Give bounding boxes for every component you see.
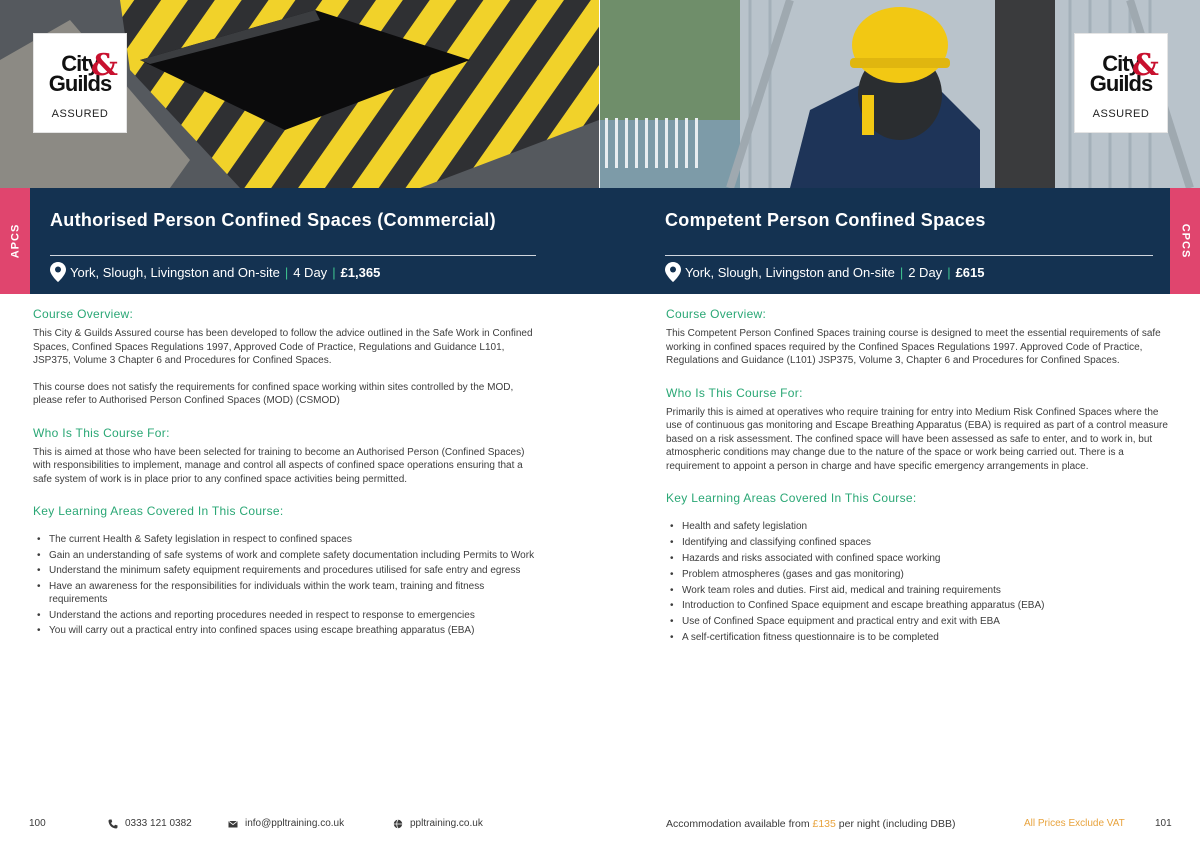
- email-icon: [228, 819, 238, 829]
- course-title: Authorised Person Confined Spaces (Commercial): [50, 210, 496, 230]
- assured-label: ASSURED: [1092, 108, 1150, 120]
- who-paragraph: Primarily this is aimed at operatives who require training for entry into Medium Risk Confined Spaces where the use of continuous gas monitoring and Escape Breathing Apparatus (EBA) is required as part of a control measure based on a risk assessment. The confined space will have been assessed as safe to enter, and to work in, but atmospheric conditions may change due to the nature of the space or work being carried out. There is a requirement to appoint a person in charge and have specific emergency arrangements in place.: [666, 406, 1168, 472]
- footer-phone[interactable]: 0333 121 0382: [108, 818, 192, 829]
- right-course-details: [666, 306, 1168, 647]
- list-item: • Use of Confined Space equipment and practical entry and exit with EBA: [666, 615, 1168, 629]
- phone-icon: [108, 819, 118, 829]
- vat-note: All Prices Exclude VAT: [1024, 818, 1125, 829]
- overview-paragraph: This Competent Person Confined Spaces training course is designed to meet the essential requirements of safe working in confined spaces required by the Confined Spaces Regulations 1997. Approved Code of Practice, Regulations and Guidance (L101) JSP375, Volume 3, Chapter 6 and Procedures for Confined Spaces.: [666, 328, 1161, 366]
- course-duration: 4 Day: [293, 264, 328, 280]
- list-item: • Gain an understanding of safe systems of work and complete safety documentation including Permits to Work: [33, 549, 538, 563]
- ampersand-mark-icon: &: [90, 48, 118, 83]
- overview-heading: Course Overview:: [666, 307, 767, 321]
- left-course-details: [33, 306, 538, 640]
- key-learning-heading: Key Learning Areas Covered In This Course:: [666, 491, 917, 505]
- course-meta: [50, 262, 380, 282]
- course-locations: York, Slough, Livingston and On-site: [70, 264, 280, 280]
- city-guilds-logo: City Guilds & ASSURED: [33, 33, 127, 133]
- list-item: • Introduction to Confined Space equipment and escape breathing apparatus (EBA): [666, 599, 1168, 613]
- list-item: • Understand the minimum safety equipment requirements and procedures utilised for safe entry and egress: [33, 564, 538, 578]
- overview-heading: Course Overview:: [33, 307, 134, 321]
- course-code-tab: CPCS: [1170, 188, 1200, 294]
- footer-website[interactable]: ppltraining.co.uk: [393, 818, 483, 829]
- list-item: • Understand the actions and reporting procedures needed in respect to response to emergencies: [33, 609, 538, 623]
- title-divider: [665, 255, 1153, 256]
- course-code-tab: APCS: [0, 188, 30, 294]
- page-number-right: 101: [1155, 818, 1172, 829]
- meta-separator: |: [332, 264, 336, 280]
- who-paragraph: This is aimed at those who have been selected for training to become an Authorised Person (Confined Spaces) with responsibilities to implement, manage and control all aspects of confined space operations ensuring that a safe system of work is in place prior to any confined space activities being permitted.: [33, 446, 525, 485]
- key-learning-list: [33, 533, 538, 638]
- list-item: • Work team roles and duties. First aid, medical and training requirements: [666, 584, 1168, 598]
- location-pin-icon: [665, 262, 681, 282]
- meta-separator: |: [899, 264, 904, 280]
- overview-paragraph: This course does not satisfy the requirements for confined space working within sites controlled by the MOD, please refer to Authorised Person Confined Spaces (MOD) (CSMOD): [33, 381, 514, 406]
- ampersand-mark-icon: &: [1131, 48, 1159, 83]
- footer-email[interactable]: info@ppltraining.co.uk: [228, 818, 344, 829]
- course-price: £615: [955, 264, 985, 280]
- list-item: • Identifying and classifying confined spaces: [666, 536, 1168, 550]
- who-heading: Who Is This Course For:: [666, 385, 803, 400]
- list-item: • You will carry out a practical entry into confined spaces using escape breathing apparatus (EBA): [33, 624, 538, 638]
- who-heading: Who Is This Course For:: [33, 425, 170, 440]
- course-meta: [665, 262, 985, 282]
- list-item: • The current Health & Safety legislation in respect to confined spaces: [33, 533, 538, 547]
- course-price: £1,365: [340, 264, 381, 280]
- course-duration: 2 Day: [908, 264, 943, 280]
- meta-separator: |: [284, 264, 289, 280]
- course-title: Competent Person Confined Spaces: [665, 210, 986, 230]
- overview-paragraph: This City & Guilds Assured course has been developed to follow the advice outlined in the Safe Work in Confined Spaces, Confined Spaces Regulations 1997, Approved Code of Practice, Regulations and Guidance L101, JSP375, Volume 3 Chapter 6 and Procedures for Confined Spaces.: [33, 328, 533, 366]
- list-item: • Problem atmospheres (gases and gas monitoring): [666, 568, 1168, 582]
- city-guilds-logo: City Guilds & ASSURED: [1074, 33, 1168, 133]
- list-item: • Hazards and risks associated with confined space working: [666, 552, 1168, 566]
- list-item: • Have an awareness for the responsibilities for individuals within the work team, training and fitness requirements: [33, 580, 538, 607]
- accommodation-price: £135: [812, 818, 836, 830]
- assured-label: ASSURED: [51, 108, 109, 120]
- key-learning-list: [666, 520, 1168, 645]
- title-divider: [50, 255, 536, 256]
- key-learning-heading: Key Learning Areas Covered In This Course:: [33, 504, 284, 518]
- page-number-left: 100: [29, 818, 46, 829]
- globe-icon: [393, 819, 403, 829]
- accommodation-note: Accommodation available from £135 per night (including DBB): [666, 818, 956, 830]
- list-item: • A self-certification fitness questionnaire is to be completed: [666, 631, 1168, 645]
- location-pin-icon: [50, 262, 66, 282]
- course-locations: York, Slough, Livingston and On-site: [685, 264, 895, 280]
- list-item: • Health and safety legislation: [666, 520, 1168, 534]
- meta-separator: |: [947, 264, 951, 280]
